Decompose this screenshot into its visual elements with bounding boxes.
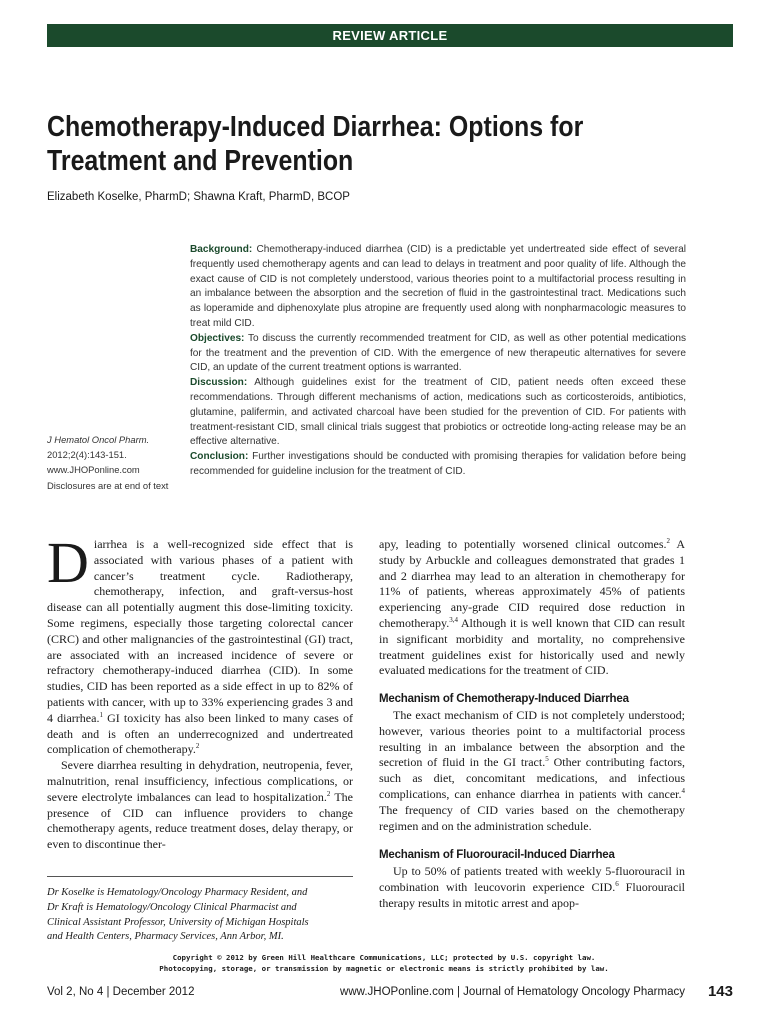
body-paragraph: apy, leading to potentially worsened clinical outcomes.$^2$ A study by Arbuckle and colleagues demonstrated that grades 1 and 2 diarrhea may lead to an alteration in chemotherapy for 11% of patients, whereas approximately 45% of patients experiencing any-grade CID required dose reduction in chemotherapy.$^{3,4}$ Although it is well known that CID can result in significant morbidity and mortality, no comprehensive treatment guidelines exist for historically used and newly evaluated medications for the treatment of CID. xyxy=(379,537,685,678)
reference-mark: 3,4 xyxy=(449,615,458,624)
section-heading: Mechanism of Fluorouracil-Induced Diarrhea xyxy=(379,849,615,862)
objectives-label: Objectives: xyxy=(190,332,245,344)
reference-mark: 2 xyxy=(666,537,671,545)
discussion-text: Although guidelines exist for the treatment of CID, patient needs often exceed these recommendations. Through different mechanisms of action, medications such as corticosteroids, antibiotics, glutamine, palifermin, and activated charcoal have been studied for the prevention of CID. For patients with treatment-resistant CID, small clinical trials suggest that probiotics or octreotide long-acting release may be an effective alternative. xyxy=(190,377,687,448)
copyright-notice: Copyright © 2012 by Green Hill Healthcare Communications, LLC; protected by U.S. copyright law. Photocopying, storage, or transmission by magnetic or electronic means is strictly prohibited by law. xyxy=(159,953,609,973)
abstract-objectives xyxy=(190,332,686,376)
abstract-conclusion xyxy=(190,450,686,480)
journal-info: www.JHOPonline.com | Journal of Hematology Oncology Pharmacy xyxy=(340,986,685,998)
body-column-left xyxy=(47,530,353,853)
title-line-2: Treatment and Prevention xyxy=(47,145,354,177)
reference-mark: 6 xyxy=(615,879,619,888)
drop-cap: D xyxy=(47,530,89,595)
article-title xyxy=(47,110,640,178)
section-banner: REVIEW ARTICLE xyxy=(47,24,733,47)
objectives-text: To discuss the currently recommended treatment for CID, as well as other potential medications for the treatment and the prevention of CID. With the emergence of new therapeutic alternatives for severe CID, an update of the current treatment options is warranted. xyxy=(190,332,687,374)
journal-abbrev: J Hematol Oncol Pharm. xyxy=(47,434,150,445)
body-paragraph: Up to 50% of patients treated with weekly 5-fluorouracil in combination with leucovorin experience CID.$^6$ Fluorouracil therapy results in mitotic arrest and apop- xyxy=(379,864,686,910)
footnote-divider xyxy=(47,876,353,877)
reference-mark: 2 xyxy=(195,742,200,751)
background-label: Background: xyxy=(190,244,253,255)
abstract-background xyxy=(190,243,686,332)
discussion-label: Discussion: xyxy=(190,377,248,389)
journal-website-link[interactable]: www.JHOPonline.com xyxy=(47,464,140,476)
reference-mark: 4 xyxy=(681,786,685,795)
body-paragraph: The exact mechanism of CID is not completely understood; however, various theories point to a multifactorial process resulting in an imbalance between the absorption and the secretion of fluid in the GI tract.$^5$ Other contributing factors, such as diet, concomitant medications, and infectious complications, can enhance diarrhea in patients with cancer.$^4$ The frequency of CID varies based on the chemotherapy regimen and on the administration schedule. xyxy=(379,707,685,833)
section-heading: Mechanism of Chemotherapy-Induced Diarrhea xyxy=(379,693,629,706)
author-list: Elizabeth Koselke, PharmD; Shawna Kraft, PharmD, BCOP xyxy=(47,191,350,203)
abstract-discussion xyxy=(190,376,686,450)
citation-sidenote xyxy=(47,432,187,493)
disclosures-note: Disclosures are at end of text xyxy=(47,479,169,491)
reference-mark: 2 xyxy=(326,789,331,798)
page-number: 143 xyxy=(707,983,733,1000)
abstract xyxy=(190,243,686,480)
conclusion-text: Further investigations should be conducted with promising therapies for validation before being recommended for guideline inclusion for the treatment of CID. xyxy=(190,451,686,477)
reference-mark: 5 xyxy=(545,755,549,764)
issue-info: Vol 2, No 4 | December 2012 xyxy=(47,986,195,998)
author-affiliation: Dr Koselke is Hematology/Oncology Pharmacy Resident, and Dr Kraft is Hematology/Oncology Clinical Pharmacist and Clinical Assistant Professor, University of Michigan Hospitals and Health Centers, Pharmacy Services, Ann Arbor, MI. xyxy=(47,887,309,943)
intro-paragraph: Diarrhea is a well-recognized side effect that is associated with various phases of a patient with cancer’s treatment cycle. Radiotherapy, chemotherapy, infection, and graft-versus-host disease can all potentially augment this dose-limiting toxicity. Some regimens, especially those targeting colorectal cancer (CRC) and other malignancies of the gastrointestinal (GI) tract, are associated with an increased incidence of severe or refractory chemotherapy-induced diarrhea (CID). In some studies, CID has been reported as a side effect in up to 82% of patients with cancer, with up to 33% experiencing grades 3 and 4 diarrhea.$^1$ GI toxicity has also been linked to many cases of death and is often an underrecognized and undertreated complication of chemotherapy.$^2$ xyxy=(47,530,353,757)
title-line-1: Chemotherapy-Induced Diarrhea: Options for xyxy=(47,111,584,143)
body-paragraph: Severe diarrhea resulting in dehydration, neutropenia, fever, malnutrition, renal insufficiency, infectious complications, or severe electrolyte imbalances can lead to hospitalization.$^2$ The presence of CID can influence providers to change chemotherapy agents, reduce treatment doses, delay therapy, or even to discontinue ther- xyxy=(47,758,353,852)
body-column-right xyxy=(379,537,685,912)
citation-text: 2012;2(4):143-151. xyxy=(47,449,127,461)
reference-mark: 1 xyxy=(99,710,103,719)
conclusion-label: Conclusion: xyxy=(190,451,249,463)
background-text: Chemotherapy-induced diarrhea (CID) is a predictable yet undertreated side effect of several frequently used chemotherapy agents and can lead to delays in treatment and poor quality of life. Although the exact cause of CID is not completely understood, various theories point to a multifactorial process resulting in an imbalance between the absorption and the secretion of fluid in the gastrointestinal tract. Medications such as loperamide and diphenoxylate plus atropine are frequently used along with nonpharmacologic measures to treat mild CID. xyxy=(190,244,686,329)
